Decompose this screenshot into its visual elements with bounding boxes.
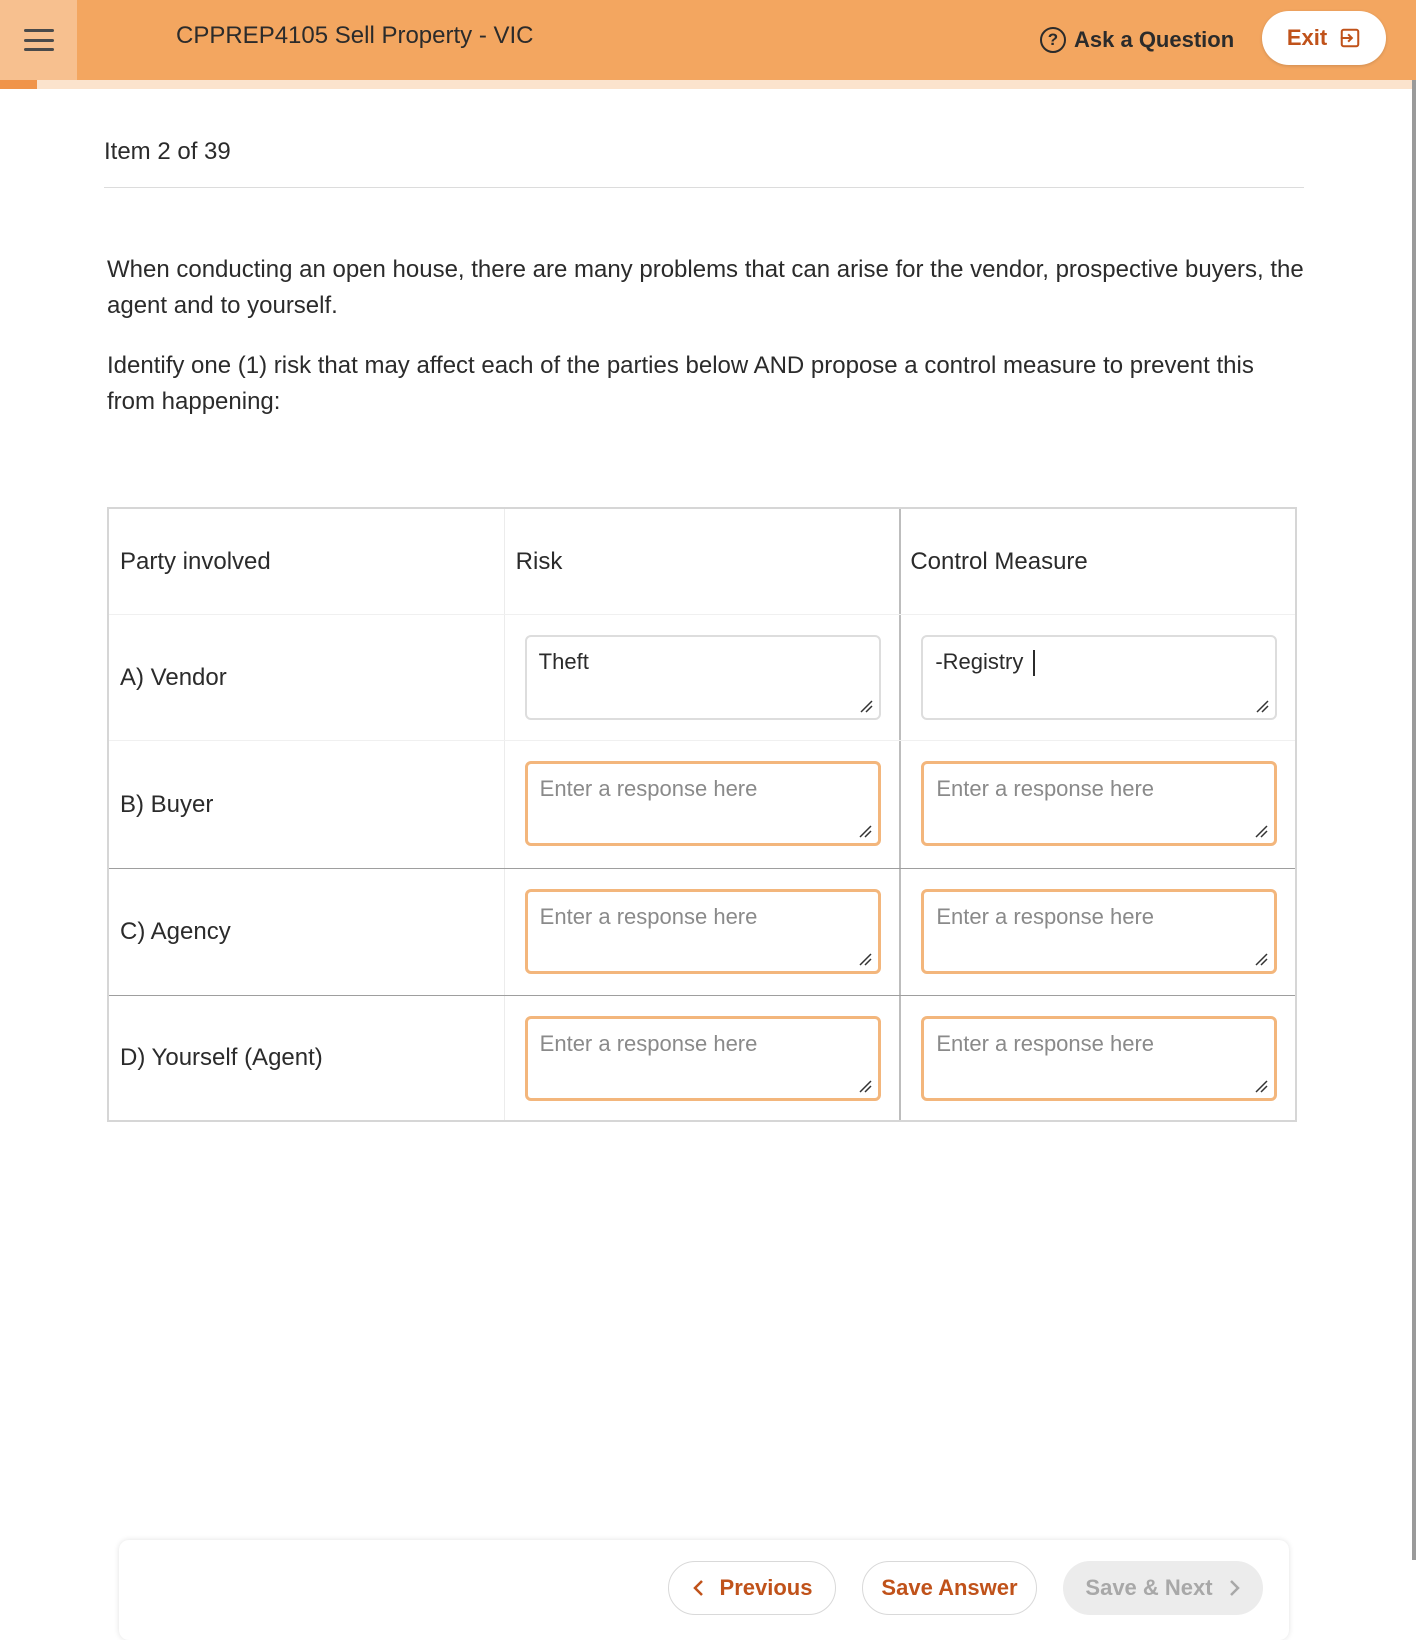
- save-answer-button[interactable]: [862, 1561, 1037, 1615]
- resize-grip-icon[interactable]: [1254, 1079, 1268, 1093]
- control-input-value: -Registry: [935, 649, 1030, 674]
- input-placeholder: Enter a response here: [539, 1031, 758, 1056]
- scrollbar[interactable]: [1412, 80, 1416, 1560]
- progress-fill: [0, 80, 37, 89]
- hamburger-icon: [24, 29, 54, 51]
- divider: [104, 187, 1304, 188]
- header-risk: Risk: [504, 509, 900, 614]
- party-label: A) Vendor: [120, 663, 227, 691]
- table-row: [109, 615, 1295, 741]
- save-next-label: Save & Next: [1085, 1575, 1213, 1600]
- question-paragraph-1: When conducting an open house, there are many problems that can arise for the vendor, prospective buyers, the agent and to yourself.: [107, 256, 1304, 319]
- input-placeholder: Enter a response here: [936, 1031, 1155, 1056]
- exit-icon: [1339, 27, 1361, 49]
- risk-input-value: Theft: [538, 649, 589, 674]
- risk-input-buyer[interactable]: [525, 761, 881, 846]
- exit-button[interactable]: [1262, 11, 1386, 65]
- resize-grip-icon[interactable]: [859, 699, 873, 713]
- control-input-vendor[interactable]: [921, 635, 1277, 720]
- ask-question-label: Ask a Question: [1074, 27, 1235, 52]
- resize-grip-icon[interactable]: [1254, 824, 1268, 838]
- menu-button[interactable]: [0, 0, 77, 80]
- progress-track: [0, 80, 1416, 89]
- header-party: Party involved: [120, 547, 271, 575]
- risk-input-agency[interactable]: [525, 889, 881, 974]
- exit-label: Exit: [1286, 25, 1328, 50]
- input-placeholder: Enter a response here: [936, 776, 1155, 801]
- course-title: CPPREP4105 Sell Property - VIC: [176, 22, 534, 49]
- header-control: Control Measure: [899, 509, 1295, 614]
- text-caret: [1033, 650, 1035, 676]
- control-input-agent[interactable]: [921, 1016, 1277, 1101]
- input-placeholder: Enter a response here: [539, 904, 758, 929]
- response-table: [107, 507, 1297, 1122]
- table-row: [109, 996, 1295, 1120]
- previous-label: Previous: [719, 1575, 813, 1600]
- party-label: D) Yourself (Agent): [120, 1044, 323, 1071]
- input-placeholder: Enter a response here: [936, 904, 1155, 929]
- control-input-agency[interactable]: [921, 889, 1277, 974]
- top-bar: [0, 0, 1416, 80]
- risk-input-vendor[interactable]: [525, 635, 881, 720]
- question-paragraph-2: Identify one (1) risk that may affect each of the parties below AND propose a control measure to prevent this from happening:: [107, 352, 1254, 415]
- control-input-buyer[interactable]: [921, 761, 1277, 846]
- party-label: C) Agency: [120, 918, 231, 945]
- save-answer-label: Save Answer: [881, 1575, 1018, 1600]
- table-row: [109, 741, 1295, 869]
- question-circle-icon: ?: [1040, 27, 1066, 53]
- resize-grip-icon[interactable]: [1254, 952, 1268, 966]
- risk-input-agent[interactable]: [525, 1016, 881, 1101]
- save-next-button[interactable]: [1063, 1561, 1263, 1615]
- chevron-left-icon: [692, 1579, 706, 1597]
- input-placeholder: Enter a response here: [539, 776, 758, 801]
- resize-grip-icon[interactable]: [858, 1079, 872, 1093]
- item-counter: Item 2 of 39: [104, 138, 231, 165]
- chevron-right-icon: [1227, 1579, 1241, 1597]
- resize-grip-icon[interactable]: [858, 824, 872, 838]
- table-header-row: [109, 509, 1295, 615]
- party-label: B) Buyer: [120, 790, 214, 818]
- resize-grip-icon[interactable]: [858, 952, 872, 966]
- table-row: [109, 869, 1295, 996]
- resize-grip-icon[interactable]: [1255, 699, 1269, 713]
- previous-button[interactable]: [668, 1561, 836, 1615]
- ask-question-button[interactable]: [1040, 20, 1234, 60]
- question-text: [107, 252, 1307, 444]
